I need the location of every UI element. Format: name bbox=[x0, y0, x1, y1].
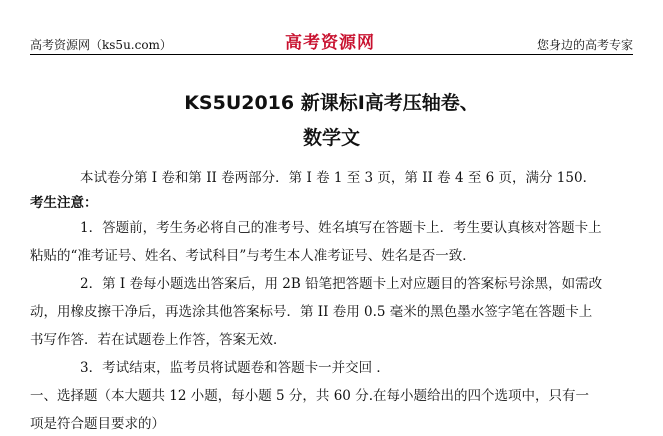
header-site-name: 高考资源网（ks5u.com） bbox=[30, 38, 172, 52]
exam-title: KS5U2016 新课标Ⅰ高考压轴卷、 bbox=[184, 92, 479, 114]
note-1-line-2: 粘贴的“准考证号、姓名、考试科目”与考生本人准考证号、姓名是否一致． bbox=[30, 248, 476, 264]
exam-subject: 数学文 bbox=[302, 127, 360, 149]
section-heading-line-1: 一、选择题（本大题共 12 小题，每小题 5 分，共 60 分.在每小题给出的四个选项中，只有一 bbox=[30, 388, 589, 404]
note-3-line-1: 3．考试结束，监考员将试题卷和答题卡一并交回 ． bbox=[80, 360, 390, 376]
note-2-line-1: 2．第 I 卷每小题选出答案后，用 2B 铅笔把答题卡上对应题目的答案标号涂黑，如需改 bbox=[80, 276, 603, 292]
header-slogan: 您身边的高考专家 bbox=[536, 38, 633, 52]
header-logo: 高考资源网 bbox=[285, 33, 375, 53]
intro-text: 本试卷分第 I 卷和第 II 卷两部分．第 I 卷 1 至 3 页，第 II 卷 4 至 6 页，满分 150． bbox=[80, 170, 597, 186]
notice-heading: 考生注意： bbox=[30, 195, 98, 211]
page-header bbox=[30, 28, 633, 55]
section-heading-line-2: 项是符合题目要求的） bbox=[30, 416, 165, 432]
note-1-line-1: 1．答题前，考生务必将自己的准考号、姓名填写在答题卡上．考生要认真核对答题卡上 bbox=[80, 220, 602, 236]
note-2-line-3: 书写作答．若在试题卷上作答，答案无效． bbox=[30, 332, 287, 348]
note-2-line-2: 动，用橡皮擦干净后，再选涂其他答案标号．第 II 卷用 0.5 毫米的黑色墨水签字笔在答题卡上 bbox=[30, 304, 593, 320]
